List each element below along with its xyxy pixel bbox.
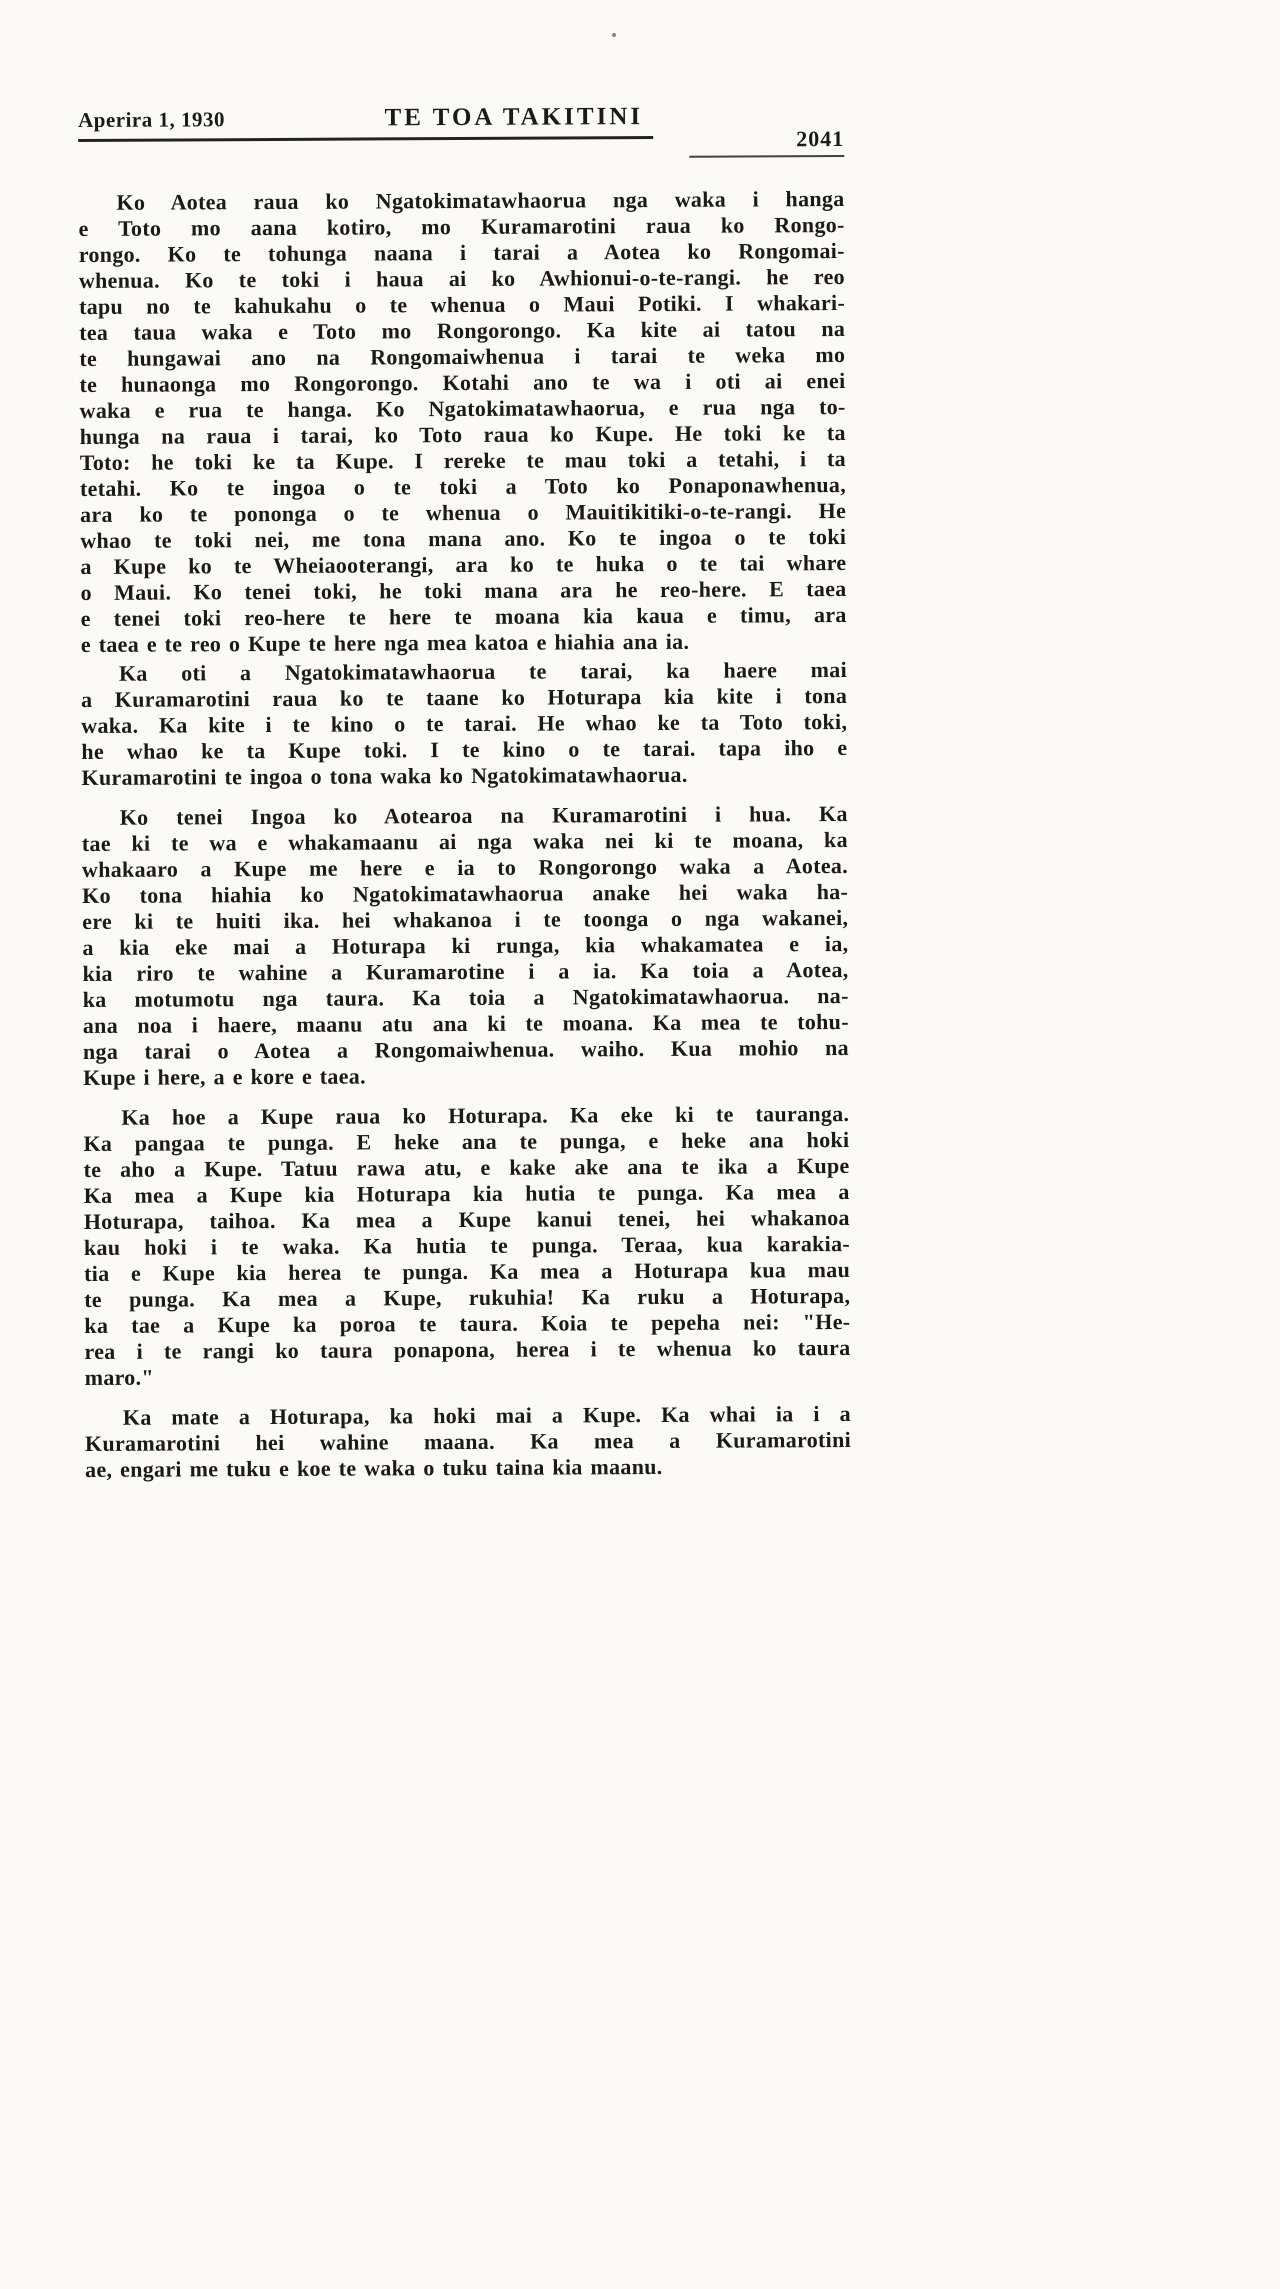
text-line: a Kuramarotini raua ko te taane ko Hoturapa kia kite i tona	[81, 682, 848, 712]
text-line: whenua. Ko te toki i haua ai ko Awhionui-o-te-rangi. he reo	[78, 263, 845, 293]
paragraph	[83, 1101, 850, 1391]
text-line: Ko Aotea raua ko Ngatokimatawhaorua nga waka i hanga	[116, 185, 845, 215]
text-line: tapu no te kahukahu o te whenua o Maui Potiki. I whakari-	[78, 289, 846, 319]
text-line: ka motumotu nga taura. Ka toia a Ngatokimatawhaorua. na-	[82, 982, 849, 1012]
text-line: e Toto mo aana kotiro, mo Kuramarotini raua ko Rongo-	[78, 211, 845, 241]
text-line: Kuramarotini te ingoa o tona waka ko Ngatokimatawhaorua.	[81, 761, 688, 790]
page-number: 2041	[689, 126, 844, 158]
text-line: o Maui. Ko tenei toki, he toki mana ara he reo-here. E taea	[80, 575, 847, 605]
text-line: kia riro te wahine a Kuramarotine i a ia. Ka toia a Aotea,	[82, 956, 849, 986]
text-line: tea taua waka e Toto mo Rongorongo. Ka kite ai tatou na	[79, 315, 846, 345]
text-line: ka tae a Kupe ka poroa te taura. Koia te pepeha nei: "He-	[84, 1308, 851, 1338]
text-line: e tenei toki reo-here te here te moana kia kaua e timu, ara	[80, 601, 847, 631]
text-line: waka. Ka kite i te kino o te tarai. He whao ke ta Toto toki,	[81, 708, 848, 738]
text-line: a Kupe ko te Wheiaooterangi, ara ko te huka o te tai whare	[80, 549, 847, 579]
running-head	[78, 102, 844, 164]
paragraphs	[78, 186, 851, 1483]
text-line: te punga. Ka mea a Kupe, rukuhia! Ka ruku a Hoturapa,	[84, 1282, 851, 1312]
text-line: kau hoki i te waka. Ka hutia te punga. Teraa, kua karakia-	[83, 1230, 851, 1260]
scan-artifact-dot	[612, 33, 616, 37]
text-line: hunga na raua i tarai, ko Toto raua ko Kupe. He toki ke ta	[79, 419, 846, 449]
text-line: he whao ke ta Kupe toki. I te kino o te tarai. tapa iho e	[81, 734, 848, 764]
document-page	[78, 102, 851, 1483]
text-line: ae, engari me tuku e koe te waka o tuku taina kia maanu.	[85, 1453, 663, 1482]
text-line: nga tarai o Aotea a Rongomaiwhenua. waiho. Kua mohio na	[82, 1034, 850, 1064]
text-line: ara ko te pononga o te whenua o Mauitikitiki-o-te-rangi. He	[80, 497, 847, 527]
text-line: Ka hoe a Kupe raua ko Hoturapa. Ka eke ki te tauranga.	[121, 1100, 850, 1130]
paragraph	[82, 801, 849, 1091]
text-line: whakaaro a Kupe me here e ia to Rongorongo waka a Aotea.	[81, 852, 849, 882]
text-line: te aho a Kupe. Tatuu rawa atu, e kake ake ana te ika a Kupe	[83, 1152, 850, 1182]
text-line: Ko tona hiahia ko Ngatokimatawhaorua anake hei waka ha-	[82, 878, 849, 908]
text-line: tetahi. Ko te ingoa o te toki a Toto ko Ponaponawhenua,	[79, 471, 847, 501]
paragraph	[78, 186, 846, 658]
text-line: Ka pangaa te punga. E heke ana te punga, e heke ana hoki	[83, 1126, 850, 1156]
text-line: tae ki te wa e whakamaanu ai nga waka nei ki te moana, ka	[81, 826, 848, 856]
text-line: e taea e te reo o Kupe te here nga mea katoa e hiahia ana ia.	[80, 628, 690, 657]
publication-title: TE TOA TAKITINI	[384, 103, 644, 132]
text-line: Ka mea a Kupe kia Hoturapa kia hutia te punga. Ka mea a	[83, 1178, 850, 1208]
header-date: Aperira 1, 1930	[78, 107, 226, 132]
text-line: maro."	[84, 1364, 154, 1390]
text-line: Ka oti a Ngatokimatawhaorua te tarai, ka haere mai	[118, 656, 848, 686]
text-line: tia e Kupe kia herea te punga. Ka mea a Hoturapa kua mau	[84, 1256, 851, 1286]
text-line: Kupe i here, a e kore e taea.	[83, 1063, 366, 1090]
text-line: rongo. Ko te tohunga naana i tarai a Aotea ko Rongomai-	[78, 237, 845, 267]
paragraph	[85, 1401, 851, 1483]
text-line: Toto: he toki ke ta Kupe. I rereke te mau toki a tetahi, i ta	[79, 445, 846, 475]
text-line: whao te toki nei, me tona mana ano. Ko te ingoa o te toki	[80, 523, 847, 553]
text-line: Ka mate a Hoturapa, ka hoki mai a Kupe. Ka whai ia i a	[122, 1400, 851, 1430]
text-line: te hunaonga mo Rongorongo. Kotahi ano te wa i oti ai enei	[79, 367, 846, 397]
text-line: rea i te rangi ko taura ponapona, herea i te whenua ko taura	[84, 1334, 851, 1364]
text-line: te hungawai ano na Rongomaiwhenua i tarai te weka mo	[79, 341, 846, 371]
text-line: Kuramarotini hei wahine maana. Ka mea a Kuramarotini	[84, 1426, 852, 1456]
text-line: Ko tenei Ingoa ko Aotearoa na Kuramarotini i hua. Ka	[119, 800, 848, 830]
paragraph	[81, 657, 848, 791]
text-line: ere ki te huiti ika. hei whakanoa i te toonga o nga wakanei,	[82, 904, 849, 934]
header-rule	[78, 103, 653, 142]
text-line: ana noa i haere, maanu atu ana ki te moana. Ka mea te tohu-	[82, 1008, 849, 1038]
text-line: waka e rua te hanga. Ko Ngatokimatawhaorua, e rua nga to-	[79, 393, 846, 423]
text-line: Hoturapa, taihoa. Ka mea a Kupe kanui tenei, hei whakanoa	[83, 1204, 850, 1234]
text-line: a kia eke mai a Hoturapa ki runga, kia whakamatea e ia,	[82, 930, 849, 960]
